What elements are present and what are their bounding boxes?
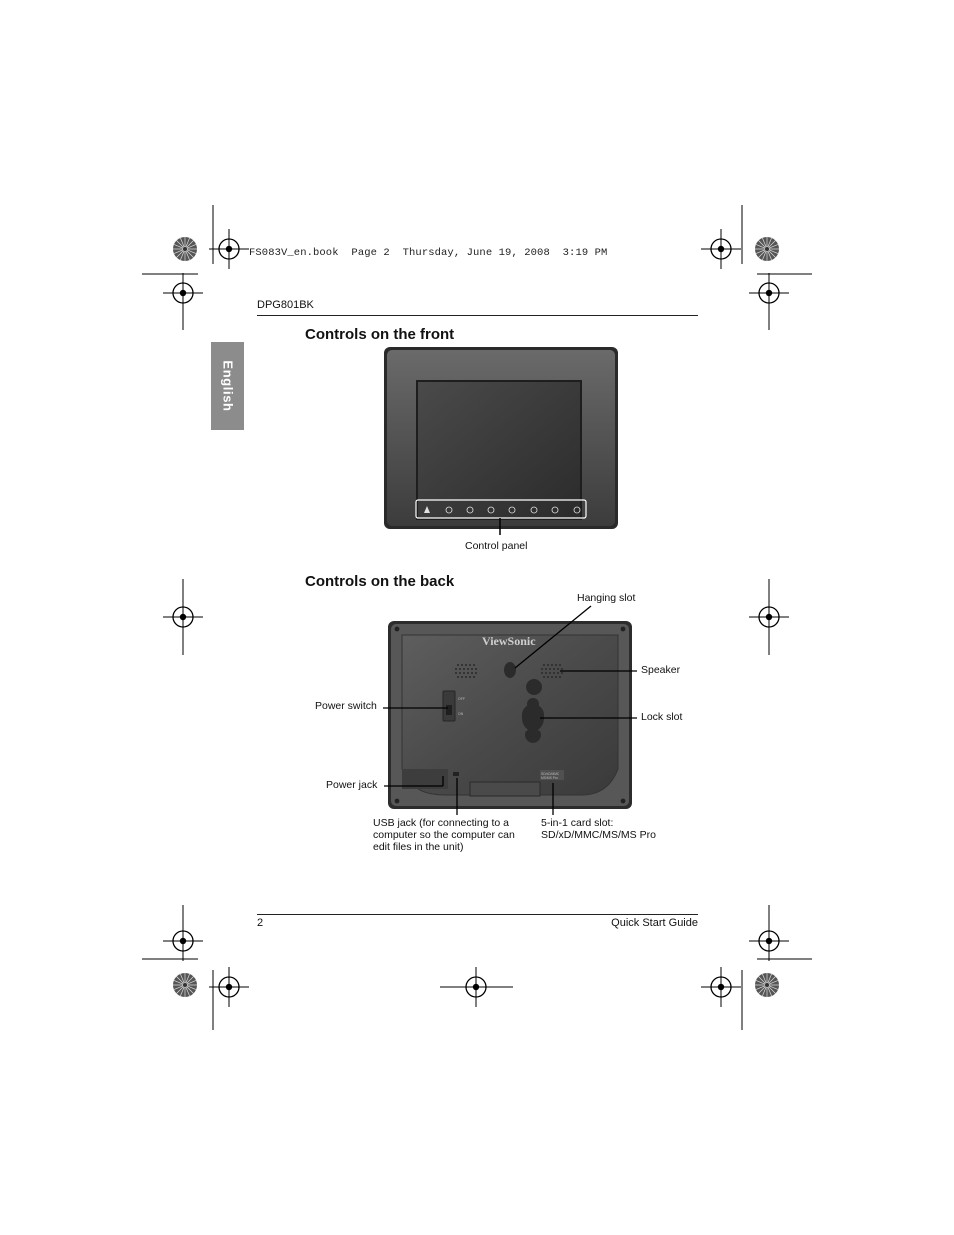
registration-mark-icon: [701, 967, 741, 1007]
registration-mark-icon: [209, 229, 249, 269]
print-slug: FS083V_en.book Page 2 Thursday, June 19, 2008 3:19 PM: [249, 247, 608, 259]
screen: [418, 382, 580, 518]
usb-jack-callout-line: computer so the computer can: [373, 829, 515, 841]
language-tab-label: English: [220, 360, 235, 412]
model-header: DPG801BK: [257, 299, 314, 311]
hanging-slot-callout: Hanging slot: [577, 592, 636, 604]
page-number: 2: [257, 917, 264, 929]
footer-rule: [257, 914, 698, 915]
svg-text:SD/xD/MMC: SD/xD/MMC: [541, 772, 560, 776]
color-bar-star-icon: [173, 237, 197, 261]
svg-text:ON: ON: [458, 712, 464, 716]
back-heading: Controls on the back: [305, 573, 455, 590]
hanging-slot: [504, 662, 516, 678]
guide-title: Quick Start Guide: [611, 917, 698, 929]
control-panel-callout: Control panel: [465, 540, 528, 552]
lock-slot-callout: Lock slot: [641, 711, 683, 723]
svg-text:MS/MS Pro: MS/MS Pro: [541, 776, 558, 780]
svg-text:OFF: OFF: [458, 697, 465, 701]
card-slot-callout-line: 5-in-1 card slot:: [541, 817, 614, 829]
front-device-illustration: [382, 345, 622, 535]
back-device-illustration: [386, 619, 634, 813]
color-bar-star-icon: [755, 237, 779, 261]
card-slot-callout-line: SD/xD/MMC/MS/MS Pro: [541, 829, 656, 841]
usb-jack: [453, 772, 459, 776]
power-switch-callout: Power switch: [315, 700, 377, 712]
card-slot-callout: [541, 817, 656, 841]
header-rule: [257, 315, 698, 316]
registration-mark-icon: [209, 967, 249, 1007]
speaker-callout: Speaker: [641, 664, 681, 676]
front-heading: Controls on the front: [305, 326, 455, 343]
usb-jack-callout-line: edit files in the unit): [373, 841, 464, 853]
power-jack-callout: Power jack: [326, 779, 378, 791]
brand-logo: ViewSonic: [482, 634, 536, 648]
usb-jack-callout-line: USB jack (for connecting to a: [373, 817, 509, 829]
color-bar-star-icon: [755, 973, 779, 997]
color-bar-star-icon: [173, 973, 197, 997]
language-tab: [211, 342, 244, 430]
usb-jack-callout: [373, 817, 515, 853]
registration-mark-icon: [701, 229, 741, 269]
